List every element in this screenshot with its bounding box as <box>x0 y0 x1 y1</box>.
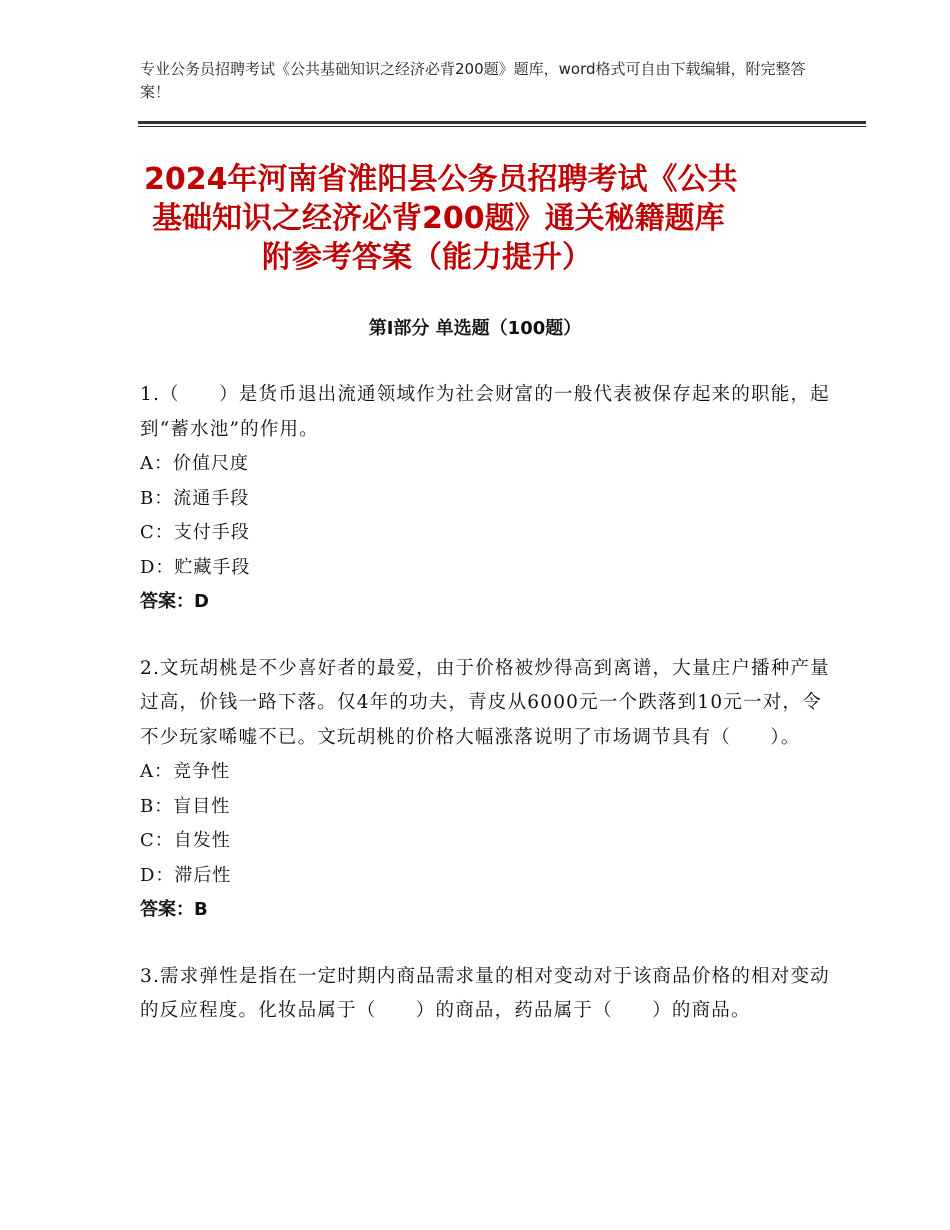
header-note: 专业公务员招聘考试《公共基础知识之经济必背200题》题库，word格式可自由下载编辑，附完整答案！ <box>140 60 806 101</box>
question-3 <box>140 960 830 1029</box>
option-c: C：支付手段 <box>140 522 250 543</box>
answer: 答案：D <box>140 591 209 612</box>
option-a: A：价值尺度 <box>140 453 249 474</box>
option-d: D：贮藏手段 <box>140 556 251 578</box>
title-line-2: 基础知识之经济必背200题》通关秘籍题库 <box>152 201 725 236</box>
title-line-1: 2024年河南省淮阳县公务员招聘考试《公共 <box>144 162 738 197</box>
section-heading: 第Ⅰ部分 单选题（100题） <box>368 318 582 339</box>
header-rule-thick <box>138 121 866 124</box>
option-a: A：竞争性 <box>140 761 230 782</box>
question-2 <box>140 652 830 928</box>
header-rule-thin <box>138 126 866 127</box>
question-1 <box>140 378 830 620</box>
question-list <box>140 378 830 1061</box>
option-d: D：滞后性 <box>140 864 232 886</box>
title-line-3: 附参考答案（能力提升） <box>262 240 592 275</box>
document-title <box>138 160 828 277</box>
option-b: B：流通手段 <box>140 487 250 509</box>
answer: 答案：B <box>140 899 208 920</box>
question-text: 2.文玩胡桃是不少喜好者的最爱，由于价格被炒得高到离谱，大量庄户播种产量过高，价钱一路下落。仅4年的功夫，青皮从6000元一个跌落到10元一对，令不少玩家唏嘘不已。文玩胡桃的价格大幅涨落说明了市场调节具有（ ）。 <box>140 657 830 748</box>
option-b: B：盲目性 <box>140 795 231 817</box>
question-text: 3.需求弹性是指在一定时期内商品需求量的相对变动对于该商品价格的相对变动的反应程度。化妆品属于（ ）的商品，药品属于（ ）的商品。 <box>140 965 830 1021</box>
option-c: C：自发性 <box>140 830 231 851</box>
question-text: 1.（ ）是货币退出流通领域作为社会财富的一般代表被保存起来的职能，起到“蓄水池”的作用。 <box>140 384 830 440</box>
